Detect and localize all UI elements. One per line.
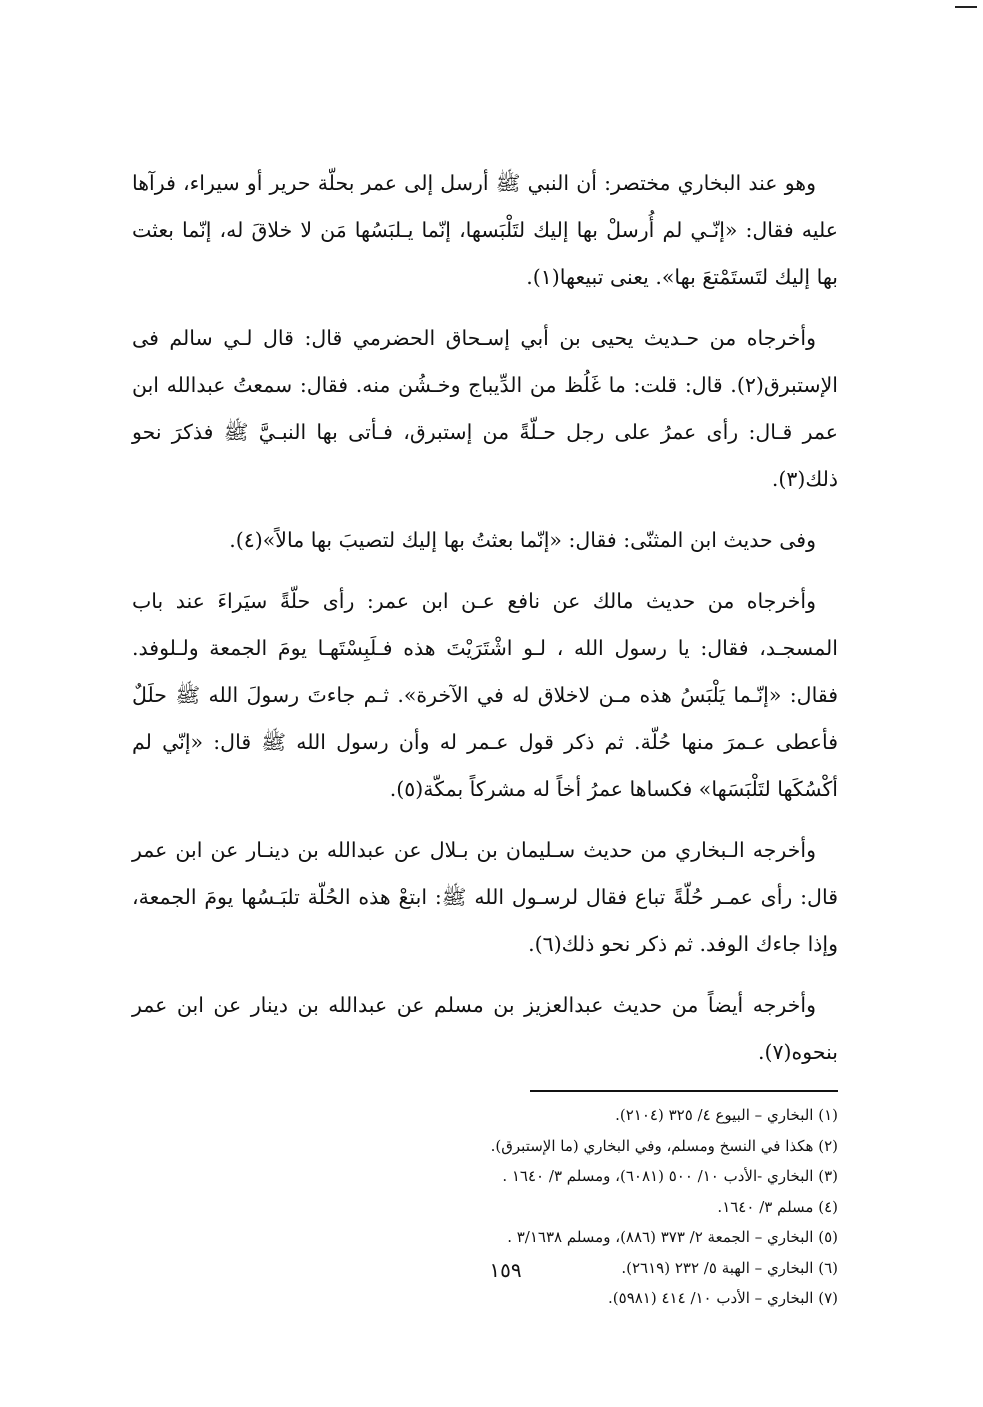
page-number: ١٥٩: [489, 1258, 522, 1282]
paragraph-2: وأخرجاه من حـديث يحيى بن أبي إسـحاق الحضرمي قال: قال لـي سالم فى الإستبرق(٢). قال: قلت: ما غَلُظ من الدِّيباج وخـشُن منه. فقال: سمعتُ عبدالله ابن عمر قـال: رأى عمرُ على رجل حـلّةً من إستبرق، فـأتى بها النبـيَّ ﷺ فذكرَ نحو ذلك(٣).: [132, 326, 838, 491]
paragraph-3: وفى حديث ابن المثنّى: فقال: «إنّما بعثتُ بها إليك لتصيبَ بها مالاً»(٤).: [229, 528, 816, 552]
footnote-7: (٧) البخاري – الأدب ١٠/ ٤١٤ (٥٩٨١).: [608, 1289, 838, 1307]
footnote-2: (٢) هكذا في النسخ ومسلم، وفي البخاري (ما الإستبرق).: [490, 1136, 838, 1155]
paragraph-1: وهو عند البخاري مختصر: أن النبي ﷺ أرسل إلى عمر بحلّة حرير أو سيراء، فرآها عليه فقال: «إنّـي لم أُرسلْ بها إليك لتَلْبَسها، إنّما يـلبَسُها مَن لا خلاقَ له، إنّما بعثت بها إليك لتَستَمْتعَ بها». يعنى تبيعها(١).: [132, 171, 838, 289]
paragraph-5: وأخرجه الـبخاري من حديث سـليمان بن بـلال عن عبدالله بن دينـار عن ابن عمر قال: رأى عمـر حُلّةً تباع فقال لرسـول الله ﷺ: ابتعْ هذه الحُلّة تلبَـسُها يومَ الجمعة، وإذا جاءك الوفد. ثم ذكر نحو ذلك(٦).: [132, 838, 838, 956]
footnote-3: (٣) البخاري -الأدب ١٠/ ٥٠٠ (٦٠٨١)، ومسلم ٣/ ١٦٤٠ .: [502, 1167, 838, 1185]
footnote-6: (٦) البخاري – الهبة ٥/ ٢٣٢ (٢٦١٩).: [621, 1258, 838, 1277]
corner-mark: [955, 6, 977, 8]
paragraph-4: وأخرجاه من حديث مالك عن نافع عـن ابن عمر: رأى حلّةً سيَراءَ عند باب المسجـد، فقال: يا رسول الله ، لـو اشْتَرَيْتَ هذه فـلَبِسْتَهـا يومَ الجمعة ولـلوفد. فقال: «إنّـما يَلْبَسُ هذه مـن لاخلاق له في الآخرة». ثـم جاءتَ رسولَ الله ﷺ حلَلٌ فأعطى عـمرَ منها حُلّة. ثم ذكر قول عـمر له وأن رسول الله ﷺ قال: «إنّي لم أكْسُكَها لتَلْبَسَها» فكساها عمرُ أخاً له مشركاً بمكّة(٥).: [132, 589, 838, 801]
paragraph-6: وأخرجه أيضاً من حديث عبدالعزيز بن مسلم عن عبدالله بن دينار عن ابن عمر بنحوه(٧).: [132, 993, 838, 1064]
footnote-5: (٥) البخاري – الجمعة ٢/ ٣٧٣ (٨٨٦)، ومسلم ٣/١٦٣٨ .: [507, 1228, 838, 1246]
footnote-divider: [530, 1090, 838, 1092]
footnote-1: (١) البخاري – البيوع ٤/ ٣٢٥ (٢١٠٤).: [615, 1106, 838, 1124]
page-body: [132, 160, 838, 1314]
footnote-4: (٤) مسلم ٣/ ١٦٤٠.: [717, 1197, 838, 1216]
